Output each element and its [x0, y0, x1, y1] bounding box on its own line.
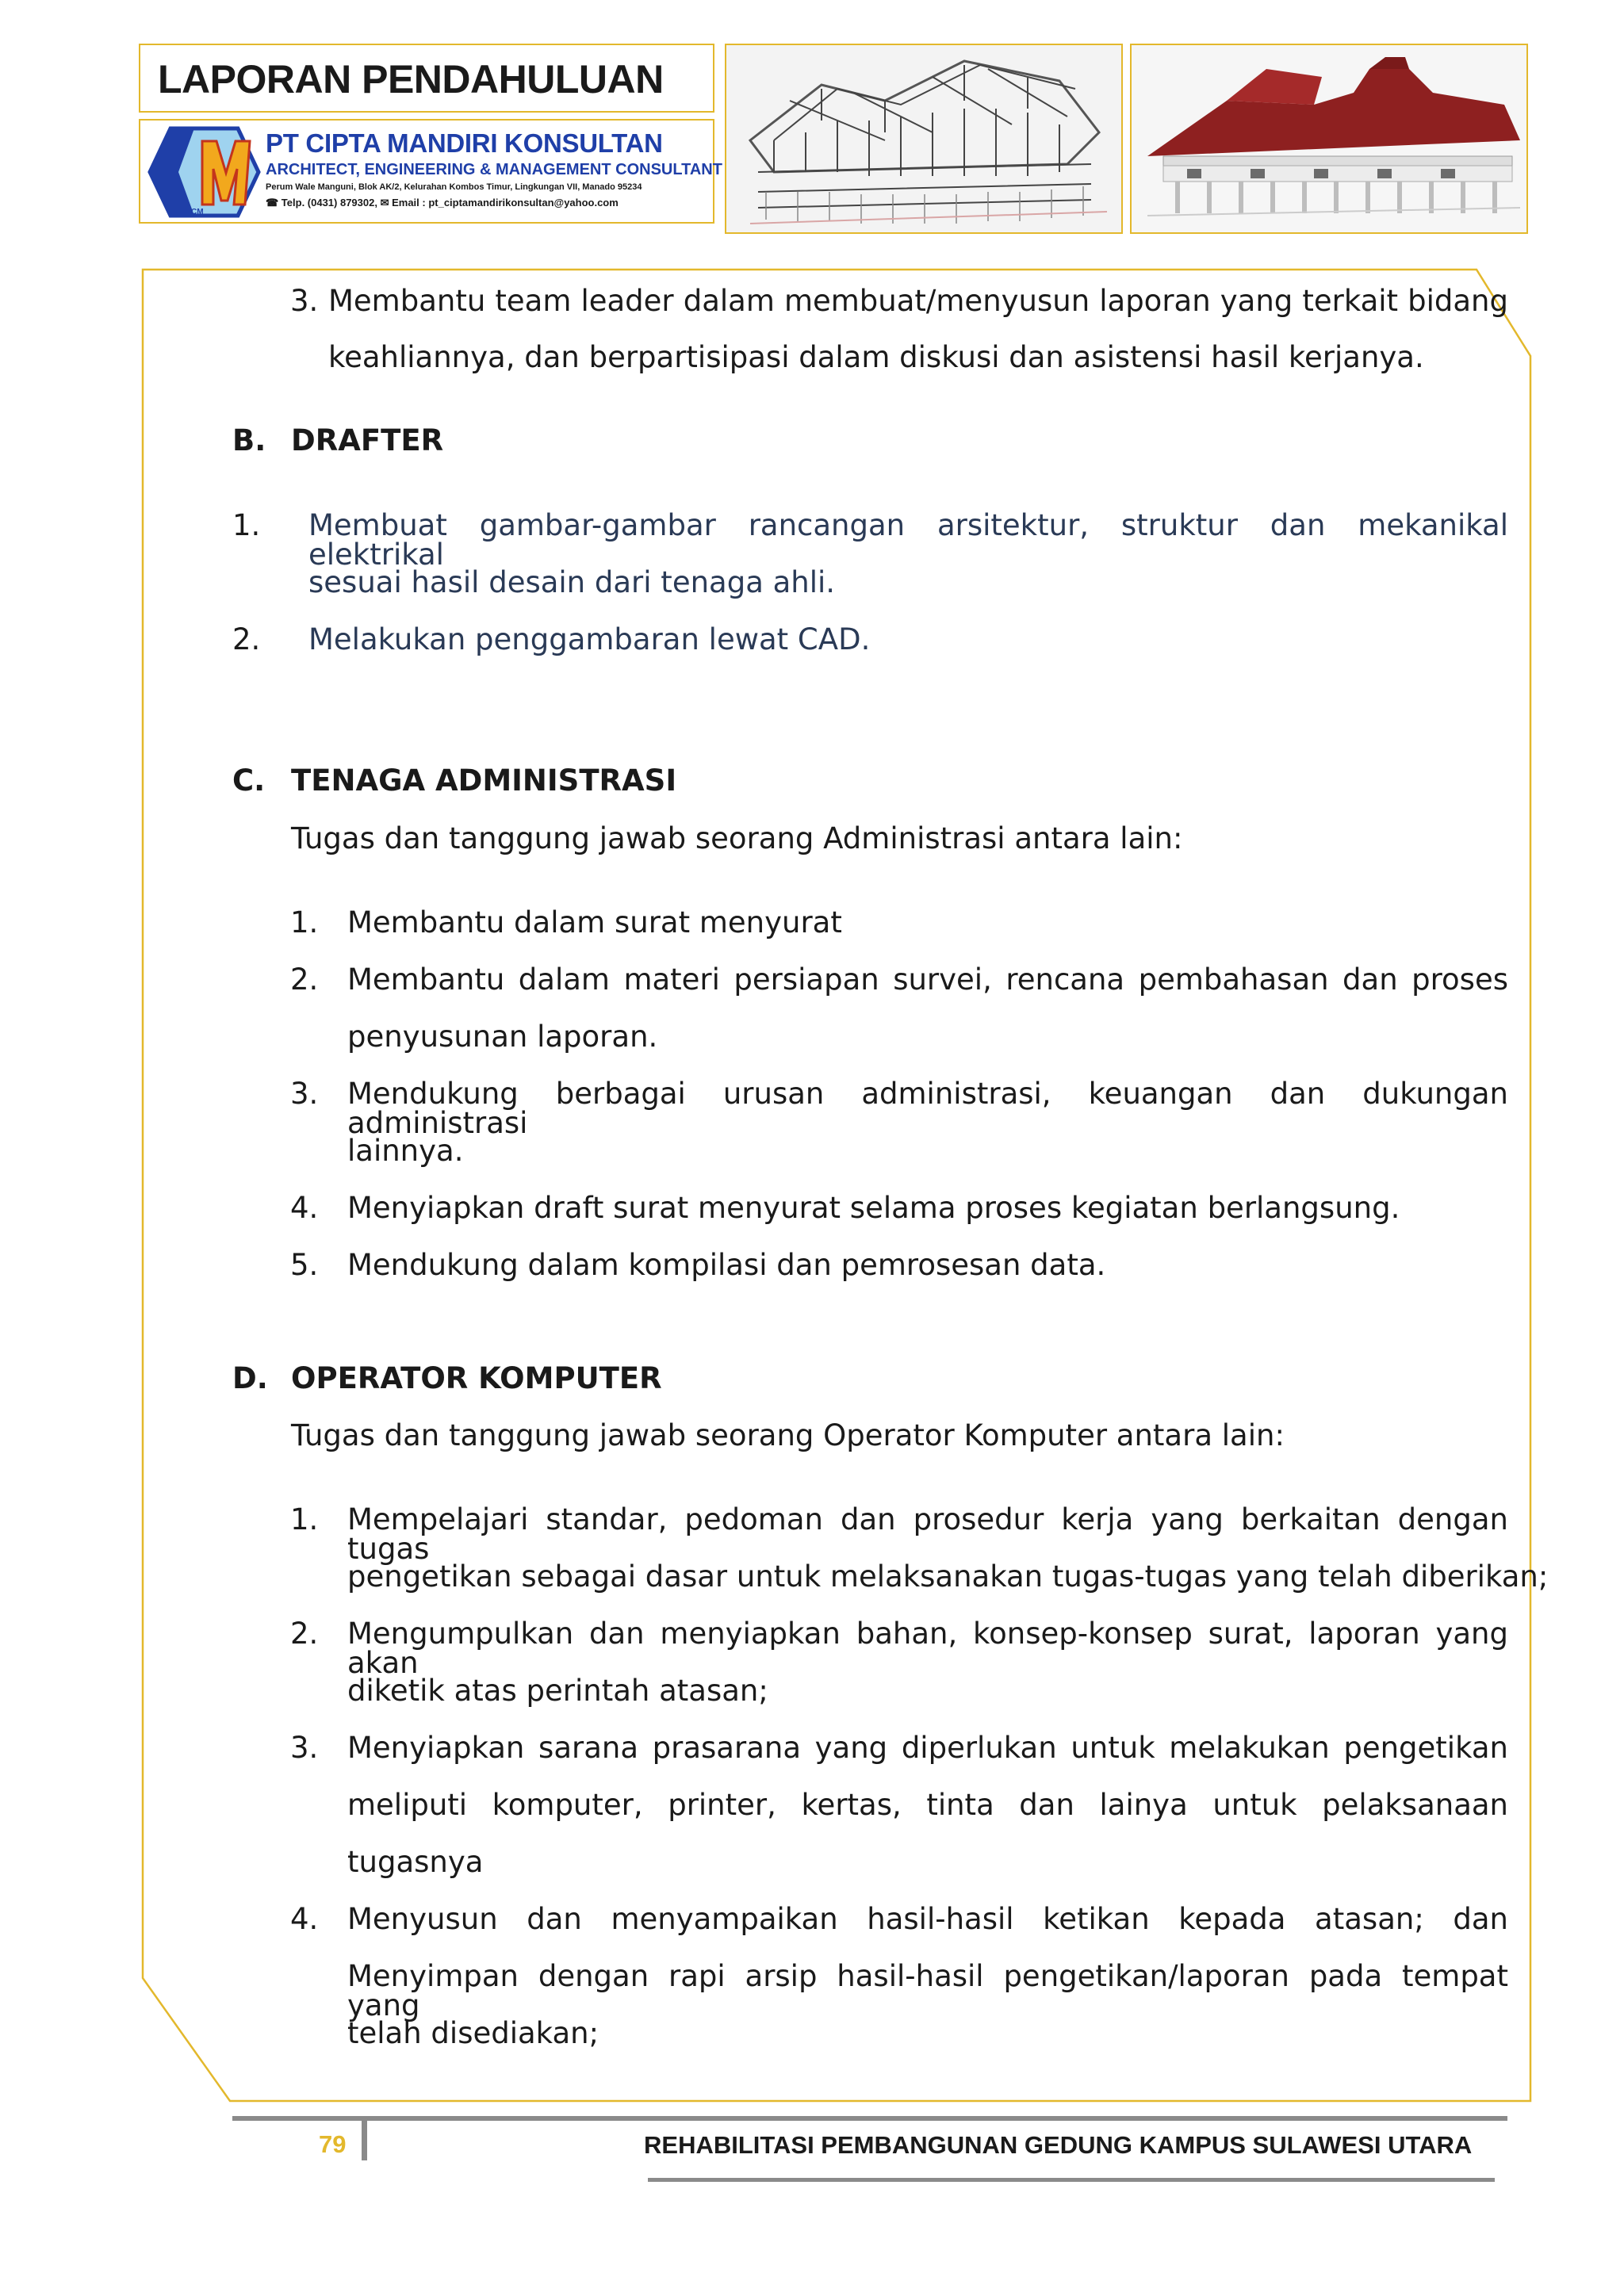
list-item-text: Mendukung berbagai urusan administrasi, keuangan dan dukungan administrasi	[347, 1077, 1508, 1140]
list-number: 3.	[290, 1731, 319, 1765]
list-item-text: diketik atas perintah atasan;	[347, 1674, 768, 1708]
section-letter: C.	[232, 763, 266, 798]
list-number: 3.	[290, 284, 319, 318]
list-number: 1.	[290, 1502, 319, 1536]
project-title: REHABILITASI PEMBANGUNAN GEDUNG KAMPUS SULAWESI UTARA	[644, 2131, 1473, 2159]
list-number: 2.	[232, 622, 261, 656]
list-item-text: penyusunan laporan.	[347, 1020, 658, 1054]
list-number: 4.	[290, 1191, 319, 1225]
section-letter: B.	[232, 423, 266, 457]
list-item-text: Menyiapkan sarana prasarana yang diperlukan untuk melakukan pengetikan	[347, 1731, 1508, 1765]
list-item-text: pengetikan sebagai dasar untuk melaksanakan tugas-tugas yang telah diberikan;	[347, 1559, 1549, 1594]
company-address: Perum Wale Manguni, Blok AK/2, Kelurahan Kombos Timur, Lingkungan VII, Manado 95234	[266, 182, 642, 192]
list-number: 2.	[290, 1617, 319, 1651]
footer-divider	[232, 2116, 1507, 2121]
section-intro: Tugas dan tanggung jawab seorang Administrasi antara lain:	[291, 821, 1183, 855]
list-item-text: Menyimpan dengan rapi arsip hasil-hasil pengetikan/laporan pada tempat yang	[347, 1959, 1508, 2022]
list-number: 1.	[290, 905, 319, 939]
logo-letters: CM	[191, 208, 204, 216]
report-title: LAPORAN PENDAHULUAN	[158, 57, 664, 101]
section-intro: Tugas dan tanggung jawab seorang Operator Komputer antara lain:	[291, 1418, 1285, 1452]
list-item-text: tugasnya	[347, 1845, 484, 1879]
section-letter: D.	[232, 1361, 268, 1395]
list-item-text: Mendukung dalam kompilasi dan pemrosesan data.	[347, 1248, 1106, 1282]
list-number: 1.	[232, 508, 261, 542]
list-item-text: Mengumpulkan dan menyiapkan bahan, konsep-konsep surat, laporan yang akan	[347, 1617, 1508, 1680]
company-contact: ☎ Telp. (0431) 879302, ✉ Email : pt_ciptamandirikonsultan@yahoo.com	[266, 197, 619, 209]
list-item-text: lainnya.	[347, 1134, 464, 1168]
list-item-text: keahliannya, dan berpartisipasi dalam diskusi dan asistensi hasil kerjanya.	[328, 340, 1424, 374]
footer-page-separator	[362, 2121, 367, 2160]
list-item-text: Membantu team leader dalam membuat/menyusun laporan yang terkait bidang	[328, 284, 1508, 318]
list-number: 5.	[290, 1248, 319, 1282]
footer-underline	[648, 2178, 1495, 2182]
list-number: 4.	[290, 1902, 319, 1936]
page-number: 79	[319, 2130, 347, 2158]
list-number: 3.	[290, 1077, 319, 1111]
section-heading: DRAFTER	[291, 423, 444, 457]
list-item-text: sesuai hasil desain dari tenaga ahli.	[308, 565, 836, 599]
section-heading: TENAGA ADMINISTRASI	[291, 763, 677, 798]
list-item-text: Mempelajari standar, pedoman dan prosedur kerja yang berkaitan dengan tugas	[347, 1502, 1508, 1566]
section-heading: OPERATOR KOMPUTER	[291, 1361, 662, 1395]
list-item-text: Menyiapkan draft surat menyurat selama proses kegiatan berlangsung.	[347, 1191, 1400, 1225]
list-item-text: Membantu dalam materi persiapan survei, rencana pembahasan dan proses	[347, 962, 1508, 997]
list-item-text: telah disediakan;	[347, 2016, 599, 2050]
list-item-text: Menyusun dan menyampaikan hasil-hasil ketikan kepada atasan; dan	[347, 1902, 1508, 1936]
list-item-text: Membantu dalam surat menyurat	[347, 905, 842, 939]
company-subtitle: ARCHITECT, ENGINEERING & MANAGEMENT CONSULTANT	[266, 161, 722, 178]
list-item-text: Membuat gambar-gambar rancangan arsitektur, struktur dan mekanikal elektrikal	[308, 508, 1508, 572]
list-number: 2.	[290, 962, 319, 997]
company-name: PT CIPTA MANDIRI KONSULTAN	[266, 128, 663, 158]
list-item-text: meliputi komputer, printer, kertas, tinta dan lainya untuk pelaksanaan	[347, 1788, 1508, 1822]
list-item-text: Melakukan penggambaran lewat CAD.	[308, 622, 871, 656]
